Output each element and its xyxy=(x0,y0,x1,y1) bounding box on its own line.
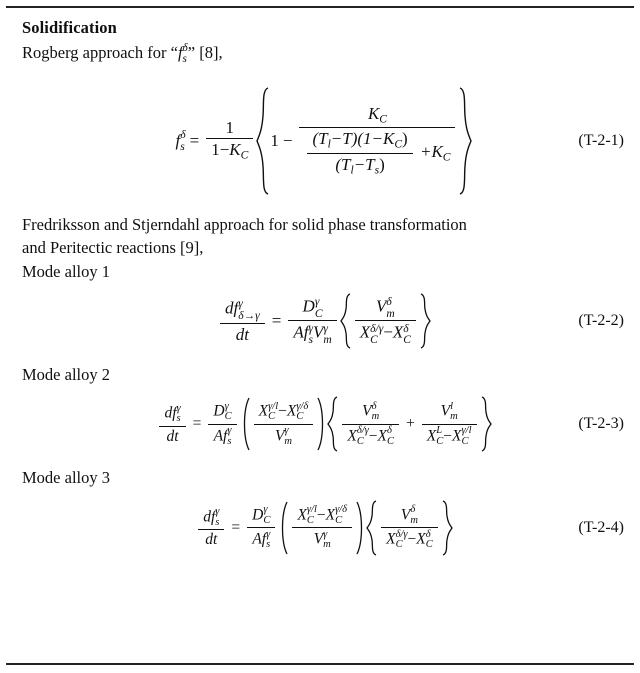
t24-brace-fraction xyxy=(381,505,438,551)
t23-brace2-den: X L C −X γ/l C xyxy=(422,424,477,448)
intro-text-after: ” [8], xyxy=(187,43,223,62)
t23-left-brace xyxy=(327,395,339,453)
t22-left-brace xyxy=(340,292,352,350)
equation-t2-3 xyxy=(22,395,626,453)
t24-lhs-fraction xyxy=(198,507,224,549)
t24-paren-den: V γ m xyxy=(292,527,352,551)
t22-equals: = xyxy=(271,310,282,330)
t21-nested-plus: $+K_C$ xyxy=(419,142,451,164)
inline-symbol-f: f xyxy=(177,43,183,62)
t24-coef-den: Af γ s xyxy=(247,527,275,551)
t21-lhs-f: f xyxy=(175,130,181,150)
t24-brace-den: X δ/γ C −X δ C xyxy=(381,527,438,551)
equation-t2-3-tag: (T-2-3) xyxy=(578,415,624,433)
t24-left-paren xyxy=(278,500,289,556)
t24-paren-num: X γ/l C −X γ/δ C xyxy=(297,504,348,526)
equation-t2-2-tag: (T-2-2) xyxy=(578,311,624,329)
t24-coef-fraction xyxy=(247,505,275,551)
t22-lhs-den: dt xyxy=(220,323,265,344)
t23-right-brace xyxy=(480,395,492,453)
t21-outer-num: 1 xyxy=(225,118,235,138)
bottom-divider xyxy=(6,663,634,665)
top-divider xyxy=(6,6,634,8)
t23-plus: + xyxy=(406,415,415,433)
t21-nested-num: $(T_l-T)(1-K_C)$ xyxy=(312,129,408,151)
t23-lhs-num: df γ s xyxy=(164,402,181,425)
t23-brace1-den: X δ/γ C −X δ C xyxy=(342,424,399,448)
document-content xyxy=(22,16,626,651)
t24-brace-num: V δ m xyxy=(400,504,418,526)
equation-t2-4 xyxy=(22,499,626,557)
t22-rhs-den: Af γ s V γ m xyxy=(288,320,336,346)
t21-inner-num: $K_C$ xyxy=(367,104,387,126)
t21-lhs-scripts: δ s xyxy=(180,128,186,153)
t23-lhs-fraction xyxy=(159,403,185,445)
t23-coef-num: D γ C xyxy=(213,400,232,423)
t24-right-paren xyxy=(355,500,366,556)
t23-left-paren xyxy=(240,396,251,452)
equation-t2-1-tag: (T-2-1) xyxy=(578,131,624,149)
t23-paren-fraction xyxy=(254,401,314,447)
mode-alloy-1-label: Mode alloy 1 xyxy=(22,261,110,281)
t23-coef-den: Af γ s xyxy=(208,424,236,448)
t22-rhs-fraction xyxy=(288,296,336,346)
t21-right-brace xyxy=(458,86,472,196)
t22-right-brace xyxy=(419,292,431,350)
t23-lhs-den: dt xyxy=(159,426,185,445)
mode-alloy-3-label: Mode alloy 3 xyxy=(22,468,110,488)
section-heading: Solidification xyxy=(22,18,117,37)
t21-inner-expression xyxy=(270,104,458,177)
t22-lhs-fraction xyxy=(220,298,265,344)
t23-brace-fraction-2 xyxy=(422,401,477,447)
paragraph-2-line-1: Fredriksson and Stjerndahl approach for solid phase transformation xyxy=(22,214,467,234)
inline-symbol-f-scripts: δ s xyxy=(182,42,188,66)
t21-equals: = xyxy=(189,130,200,150)
t24-lhs-num: df γ s xyxy=(203,506,220,528)
t23-equals: = xyxy=(192,415,202,433)
t22-brace-num: V δ m xyxy=(375,295,395,320)
t23-coef-fraction xyxy=(208,401,236,447)
t23-brace-fraction-1 xyxy=(342,401,399,447)
equation-t2-1 xyxy=(22,86,626,196)
equation-t2-3-body xyxy=(156,395,491,453)
equation-t2-1-body xyxy=(176,86,473,196)
t24-paren-fraction xyxy=(292,505,352,551)
equation-t2-2 xyxy=(22,292,626,350)
t21-left-brace xyxy=(256,86,270,196)
t22-brace-fraction xyxy=(355,296,416,346)
t24-left-brace xyxy=(366,499,378,557)
t22-rhs-num: D γ C xyxy=(302,295,323,320)
t22-brace-den: X δ/γ C −X δ C xyxy=(355,320,416,346)
equation-t2-2-body xyxy=(217,292,431,350)
t21-inner-minus: − xyxy=(282,130,293,150)
t21-outer-fraction xyxy=(206,118,253,162)
intro-text-before: Rogberg approach for “ xyxy=(22,43,178,62)
t22-lhs-num: df γ δ→γ xyxy=(225,297,260,323)
t21-nested-den: $(T_l-T_s)$ xyxy=(307,153,412,177)
t24-lhs-den: dt xyxy=(198,529,224,548)
t21-inner-one: 1 xyxy=(270,130,279,150)
t21-inner-fraction xyxy=(299,104,455,177)
t23-paren-num: X γ/l C −X γ/δ C xyxy=(258,400,309,423)
t23-right-paren xyxy=(316,396,327,452)
t21-inner-den xyxy=(299,127,455,177)
t21-outer-den: $1-K_C$ xyxy=(206,138,253,162)
equation-t2-4-body xyxy=(195,499,453,557)
t23-brace2-num: V l m xyxy=(440,400,458,423)
t24-coef-num: D γ C xyxy=(252,504,271,526)
t21-nested-fraction xyxy=(307,129,412,177)
t23-paren-den: V γ m xyxy=(254,424,314,448)
equation-t2-4-tag: (T-2-4) xyxy=(578,518,624,536)
intro-line xyxy=(22,42,626,66)
mode-alloy-2-label: Mode alloy 2 xyxy=(22,364,110,384)
paragraph-2-line-2: and Peritectic reactions [9], xyxy=(22,238,204,258)
t24-right-brace xyxy=(441,499,453,557)
t24-equals: = xyxy=(231,518,241,536)
t23-brace1-num: V δ m xyxy=(362,400,380,423)
